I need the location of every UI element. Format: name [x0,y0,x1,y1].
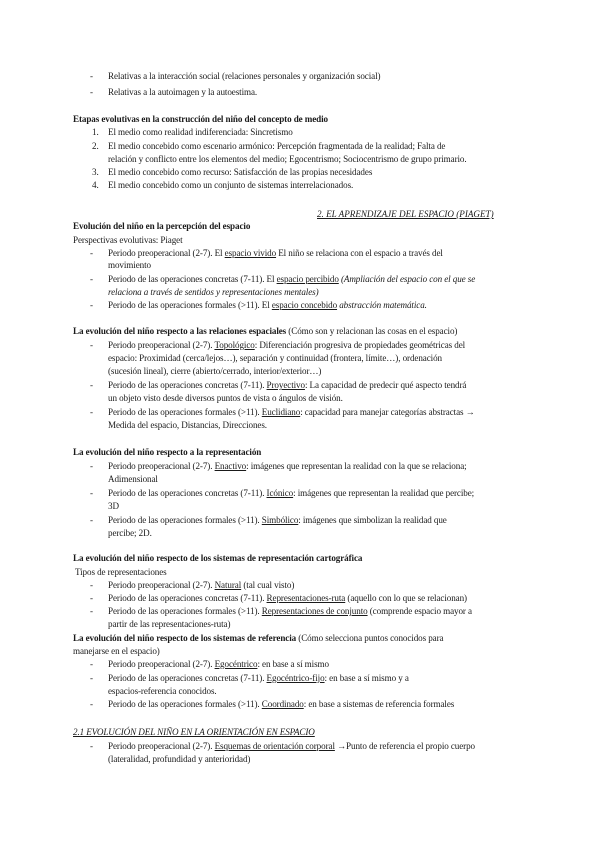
bullet-dash: - [90,515,94,525]
bullet-text-cont: percibe; 2D. [108,528,152,538]
bullet-text: Periodo preoperacional (2-7). Enactivo: imágenes que representan la realidad con la que se relaciona; [108,461,467,471]
bullet-dash: - [90,593,94,603]
list-item: El medio concebido como recurso: Satisfacción de las propias necesidades [108,167,373,177]
section-heading: La evolución del niño respecto a la representación [73,447,262,457]
bullet-text-cont: relaciona a través de sentidos y representaciones mentales) [108,287,319,297]
bullet-dash: - [90,87,94,97]
bullet-text: Periodo preoperacional (2-7). El espacio vivido El niño se relaciona con el espacio a través del [108,248,443,258]
bullet-dash: - [90,248,94,258]
bullet-dash: - [90,488,94,498]
list-item: El medio concebido como un conjunto de sistemas interrelacionados. [108,180,354,190]
bullet-dash: - [90,340,94,350]
section-heading: La evolución del niño respecto de los sistemas de referencia (Cómo selecciona puntos conocidos para [73,633,444,643]
bullet-text-cont: partir de las representaciones-ruta) [108,619,231,629]
section-heading: La evolución del niño respecto de los sistemas de representación cartográfica [73,553,363,563]
bullet-text: Relativas a la autoimagen y la autoestima. [108,87,258,97]
bullet-text: Periodo de las operaciones formales (>11). Euclidiano: capacidad para manejar categorías abstractas → [108,407,475,417]
bullet-text-cont: movimiento [108,260,151,270]
section-heading: La evolución del niño respecto a las relaciones espaciales (Cómo son y relacionan las cosas en el espacio) [73,326,458,336]
bullet-dash: - [90,580,94,590]
subheading: Perspectivas evolutivas: Piaget [73,235,183,245]
bullet-text-cont: espacios-referencia conocidos. [108,686,217,696]
list-item: El medio concebido como escenario armónico: Percepción fragmentada de la realidad; Falta de [108,141,446,151]
bullet-text: Periodo de las operaciones formales (>11). Simbólico: imágenes que simbolizan la realidad que [108,515,447,525]
bullet-text: Periodo preoperacional (2-7). Esquemas de orientación corporal →Punto de referencia el propio cuerpo [108,741,476,751]
bullet-text: Periodo de las operaciones concretas (7-11). Icónico: imágenes que representan la realidad que percibe; [108,488,475,498]
section-heading: Etapas evolutivas en la construcción del niño del concepto de medio [73,114,329,124]
bullet-text: Periodo preoperacional (2-7). Egocéntrico: en base a sí mismo [108,659,329,669]
subheading: Tipos de representaciones [75,567,167,577]
bullet-text: Relativas a la interacción social (relaciones personales y organización social) [108,71,381,81]
bullet-dash: - [90,407,94,417]
bullet-text-cont: 3D [108,501,119,511]
bullet-dash: - [90,300,94,310]
bullet-text: Periodo de las operaciones formales (>11). Coordinado: en base a sistemas de referencia formales [108,699,455,709]
list-number: 2. [92,141,99,151]
bullet-text: Periodo de las operaciones formales (>11). El espacio concebido abstracción matemática. [108,300,427,310]
list-number: 3. [92,167,99,177]
bullet-text-cont: (lateralidad, profundidad y anterioridad) [108,754,251,764]
bullet-text-cont: Adimensional [108,474,158,484]
section-heading-cont: manejarse en el espacio) [73,646,160,656]
section-title: 2.1 EVOLUCIÓN DEL NIÑO EN LA ORIENTACIÓN EN ESPACIO [73,727,315,737]
bullet-dash: - [90,606,94,616]
list-number: 4. [92,180,99,190]
bullet-text: Periodo de las operaciones concretas (7-11). Representaciones-ruta (aquello con lo que se relacionan) [108,593,467,603]
bullet-dash: - [90,699,94,709]
list-item-cont: relación y conflicto entre los elementos del medio; Egocentrismo; Sociocentrismo de grupo primario. [108,154,467,164]
bullet-text-cont: un objeto visto desde diversos puntos de vista o ángulos de visión. [108,393,343,403]
bullet-dash: - [90,274,94,284]
bullet-dash: - [90,673,94,683]
bullet-text: Periodo de las operaciones concretas (7-11). Proyectivo: La capacidad de predecir qué aspecto tendrá [108,380,467,390]
bullet-text: Periodo de las operaciones concretas (7-11). Egocéntrico-fijo: en base a sí mismo y a [108,673,409,683]
list-number: 1. [92,127,99,137]
section-heading: Evolución del niño en la percepción del espacio [73,221,251,231]
bullet-text: Periodo de las operaciones formales (>11). Representaciones de conjunto (comprende espacio mayor a [108,606,472,616]
bullet-text-cont: Medida del espacio, Distancias, Direcciones. [108,420,267,430]
bullet-text: Periodo preoperacional (2-7). Topológico: Diferenciación progresiva de propiedades geométricas del [108,340,466,350]
bullet-dash: - [90,71,94,81]
bullet-dash: - [90,659,94,669]
section-title: 2. EL APRENDIZAJE DEL ESPACIO (PIAGET) [317,209,494,219]
bullet-text: Periodo preoperacional (2-7). Natural (tal cual visto) [108,580,295,590]
bullet-dash: - [90,380,94,390]
bullet-dash: - [90,741,94,751]
list-item: El medio como realidad indiferenciada: Sincretismo [108,127,293,137]
bullet-text-cont: espacio: Proximidad (cerca/lejos…), separación y continuidad (frontera, límite…), ordenación [108,353,442,363]
bullet-dash: - [90,461,94,471]
bullet-text-cont: (sucesión lineal), cierre (abierto/cerrado, interior/exterior…) [108,366,322,376]
bullet-text: Periodo de las operaciones concretas (7-11). El espacio percibido (Ampliación del espacio con el que se [108,274,476,284]
